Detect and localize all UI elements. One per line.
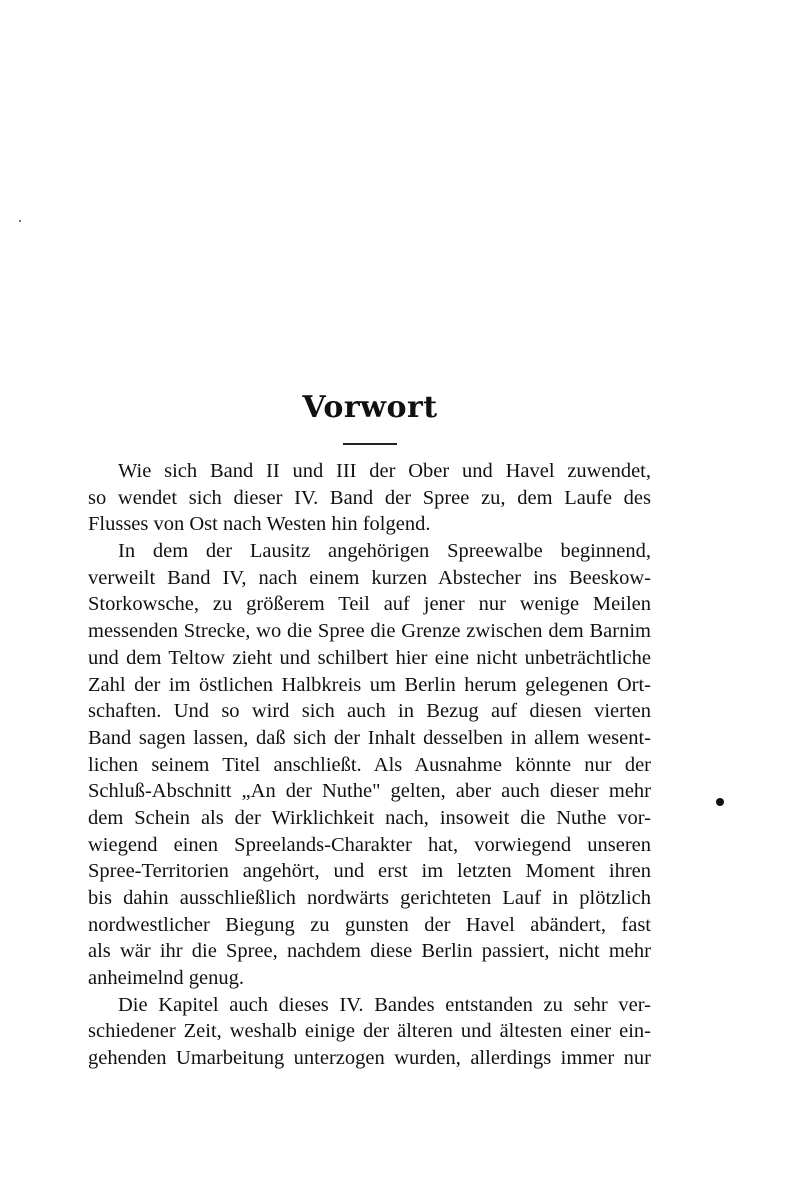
text-line: Wie sich Band II und III der Ober und Havel zuwendet,	[118, 460, 651, 482]
text-line: Die Kapitel auch dieses IV. Bandes entstanden zu sehr ver-	[118, 993, 651, 1016]
text-line: Flusses von Ost nach Westen hin folgend.	[88, 513, 431, 536]
text-line: Band sagen lassen, daß sich der Inhalt desselben in allem wesent-	[88, 726, 651, 749]
text-line: so wendet sich dieser IV. Band der Spree zu, dem Laufe des	[88, 486, 651, 509]
text-line: Storkowsche, zu größerem Teil auf jener nur wenige Meilen	[88, 593, 651, 616]
text-line: verweilt Band IV, nach einem kurzen Abstecher ins Beeskow-	[88, 566, 651, 589]
text-line: schiedener Zeit, weshalb einige der älteren und ältesten einer ein-	[88, 1020, 651, 1043]
text-line: lichen seinem Titel anschließt. Als Ausnahme könnte nur der	[88, 753, 651, 776]
text-line: anheimelnd genug.	[88, 967, 244, 990]
text-line: bis dahin ausschließlich nordwärts gerichteten Lauf in plötzlich	[88, 887, 651, 909]
text-line: nordwestlicher Biegung zu gunsten der Havel abändert, fast	[88, 913, 651, 936]
text-line: schaften. Und so wird sich auch in Bezug auf diesen vierten	[88, 700, 651, 723]
body-text	[88, 458, 651, 1072]
text-line: Schluß-Abschnitt „An der Nuthe" gelten, aber auch dieser mehr	[88, 780, 651, 803]
text-line: dem Schein als der Wirklichkeit nach, insoweit die Nuthe vor-	[88, 806, 651, 829]
text-line: als wär ihr die Spree, nachdem diese Berlin passiert, nicht mehr	[88, 940, 651, 963]
heading-rule	[343, 443, 397, 445]
text-line: messenden Strecke, wo die Spree die Grenze zwischen dem Barnim	[88, 620, 651, 643]
text-line: und dem Teltow zieht und schilbert hier eine nicht unbeträchtliche	[88, 646, 651, 669]
text-line: wiegend einen Spreelands-Charakter hat, vorwiegend unseren	[88, 833, 651, 856]
scan-speck	[19, 220, 21, 222]
text-line: In dem der Lausitz angehörigen Spreewalbe beginnend,	[118, 540, 651, 563]
ink-dot	[716, 798, 724, 806]
text-line: Zahl der im östlichen Halbkreis um Berlin herum gelegenen Ort-	[88, 673, 651, 696]
page-heading: Vorwort	[302, 390, 438, 425]
text-line: Spree-Territorien angehört, und erst im letzten Moment ihren	[88, 860, 651, 883]
text-line: gehenden Umarbeitung unterzogen wurden, allerdings immer nur	[88, 1047, 651, 1070]
